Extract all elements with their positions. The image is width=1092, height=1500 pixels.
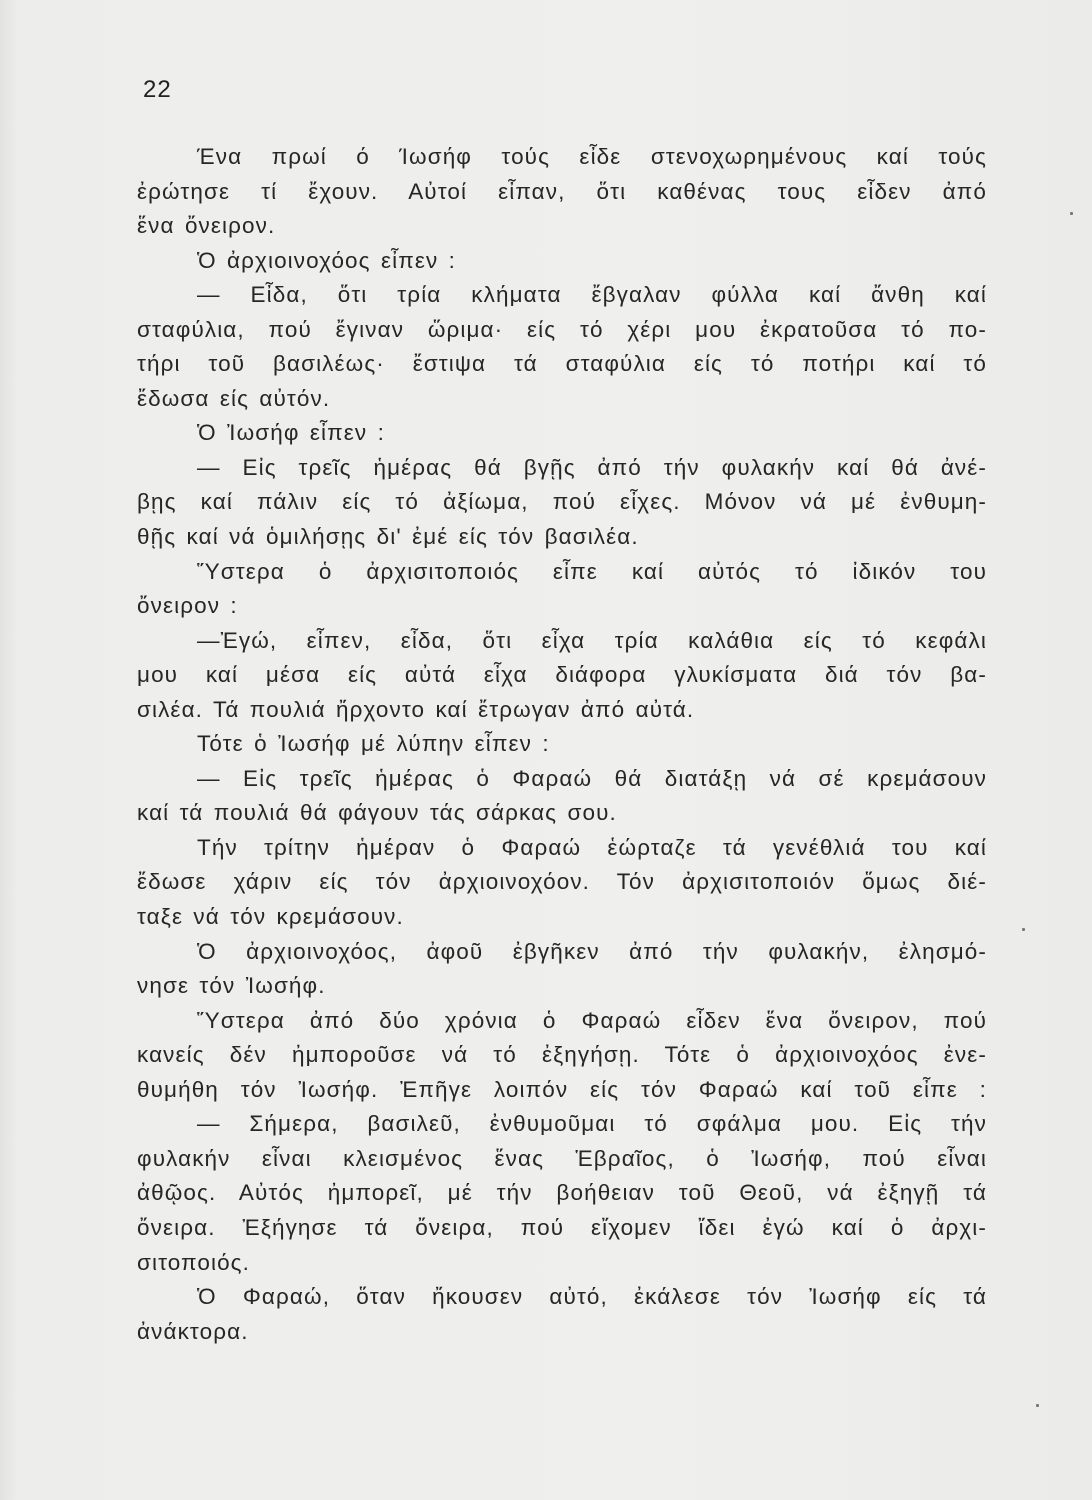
- text-line: ὄνειρα. Ἐξήγησε τά ὄνειρα, πού εἴχομεν ἴδει ἐγώ καί ὁ ἀρχι-: [137, 1214, 987, 1240]
- text-line: ἐρώτησε τί ἔχουν. Αὐτοί εἶπαν, ὅτι καθένας τους εἶδεν ἀπό: [137, 178, 987, 204]
- scan-speck: [1036, 1404, 1039, 1407]
- text-line: Ὁ ἀρχιοινοχόος, ἀφοῦ ἐβγῆκεν ἀπό τήν φυλακήν, ἐλησμό-: [197, 938, 987, 964]
- scan-speck: [1070, 212, 1073, 215]
- text-line: σιλέα. Τά πουλιά ἤρχοντο καί ἔτρωγαν ἀπό αὐτά.: [137, 696, 695, 722]
- page-text: [137, 140, 987, 1349]
- text-line: Ὕστερα ἀπό δύο χρόνια ὁ Φαραώ εἶδεν ἕνα ὄνειρον, πού: [197, 1007, 987, 1033]
- text-line: θῇς καί νά ὁμιλήσῃς δι' ἐμέ είς τόν βασιλέα.: [137, 524, 639, 550]
- text-line: Ὕστερα ὁ ἀρχισιτοποιός εἶπε καί αὐτός τό ἰδικόν του: [197, 558, 987, 584]
- text-line: κανείς δέν ἠμποροῦσε νά τό ἐξηγήσῃ. Τότε ὁ ἀρχιοινοχόος ἐνε-: [137, 1042, 987, 1068]
- scan-speck: [1022, 928, 1025, 931]
- text-line: φυλακήν εἶναι κλεισμένος ἕνας Ἑβραῖος, ὁ Ἰωσήφ, πού εἶναι: [137, 1145, 987, 1171]
- text-line: βῃς καί πάλιν είς τό ἀξίωμα, πού εἶχες. Μόνον νά μέ ἐνθυμη-: [137, 489, 987, 515]
- text-line: θυμήθη τόν Ἰωσήφ. Ἐπῆγε λοιπόν είς τόν Φαραώ καί τοῦ εἶπε :: [137, 1076, 987, 1102]
- text-line: τήρι τοῦ βασιλέως· ἔστιψα τά σταφύλια είς τό ποτήρι καί τό: [137, 351, 987, 377]
- text-line: σταφύλια, πού ἔγιναν ὥριμα· είς τό χέρι μου ἐκρατοῦσα τό πο-: [137, 316, 987, 342]
- text-line: ἀνάκτορα.: [137, 1318, 249, 1344]
- text-line: Ὁ Φαραώ, ὅταν ἤκουσεν αὐτό, ἐκάλεσε τόν Ἰωσήφ είς τά: [197, 1284, 987, 1310]
- text-line: ἔδωσα είς αὐτόν.: [137, 385, 331, 411]
- text-line: —Ἐγώ, εἶπεν, εἶδα, ὅτι εἶχα τρία καλάθια είς τό κεφάλι: [197, 627, 987, 653]
- text-line: Τότε ὁ Ἰωσήφ μέ λύπην εἶπεν :: [197, 731, 550, 757]
- text-line: καί τά πουλιά θά φάγουν τάς σάρκας σου.: [137, 800, 617, 826]
- text-line: ὄνειρον :: [137, 593, 238, 619]
- text-line: νησε τόν Ἰωσήφ.: [137, 973, 326, 999]
- text-line: — Εἰς τρεῖς ἡμέρας ὁ Φαραώ θά διατάξῃ νά σέ κρεμάσουν: [197, 765, 987, 791]
- text-line: ἔδωσε χάριν είς τόν ἀρχιοινοχόον. Τόν ἀρχισιτοποιόν ὅμως διέ-: [137, 869, 987, 895]
- text-line: Ένα πρωί ό Ίωσήφ τούς εἶδε στενοχωρημένους καί τούς: [197, 144, 987, 169]
- text-line: Τήν τρίτην ἡμέραν ὁ Φαραώ ἑώρταζε τά γενέθλιά του καί: [197, 834, 987, 860]
- text-line: Ὁ Ἰωσήφ εἶπεν :: [197, 420, 385, 446]
- text-line: — Εἰς τρεῖς ἡμέρας θά βγῇς ἀπό τήν φυλακήν καί θά ἀνέ-: [197, 454, 987, 480]
- text-line: — Εἶδα, ὅτι τρία κλήματα ἔβγαλαν φύλλα καί ἄνθη καί: [197, 282, 987, 308]
- text-line: ἕνα ὄνειρον.: [137, 213, 276, 239]
- text-line: σιτοποιός.: [137, 1249, 250, 1275]
- text-line: ταξε νά τόν κρεμάσουν.: [137, 904, 404, 930]
- text-line: — Σήμερα, βασιλεῦ, ἐνθυμοῦμαι τό σφάλμα μου. Εἰς τήν: [197, 1111, 987, 1137]
- text-line: ἀθῷος. Αὐτός ἠμπορεῖ, μέ τήν βοήθειαν τοῦ Θεοῦ, νά ἐξηγῇ τά: [137, 1180, 987, 1206]
- text-line: Ὁ ἀρχιοινοχόος εἶπεν :: [197, 247, 457, 273]
- page-number: 22: [143, 76, 172, 103]
- text-line: μου καί μέσα είς αὐτά εἶχα διάφορα γλυκίσματα διά τόν βα-: [137, 662, 987, 688]
